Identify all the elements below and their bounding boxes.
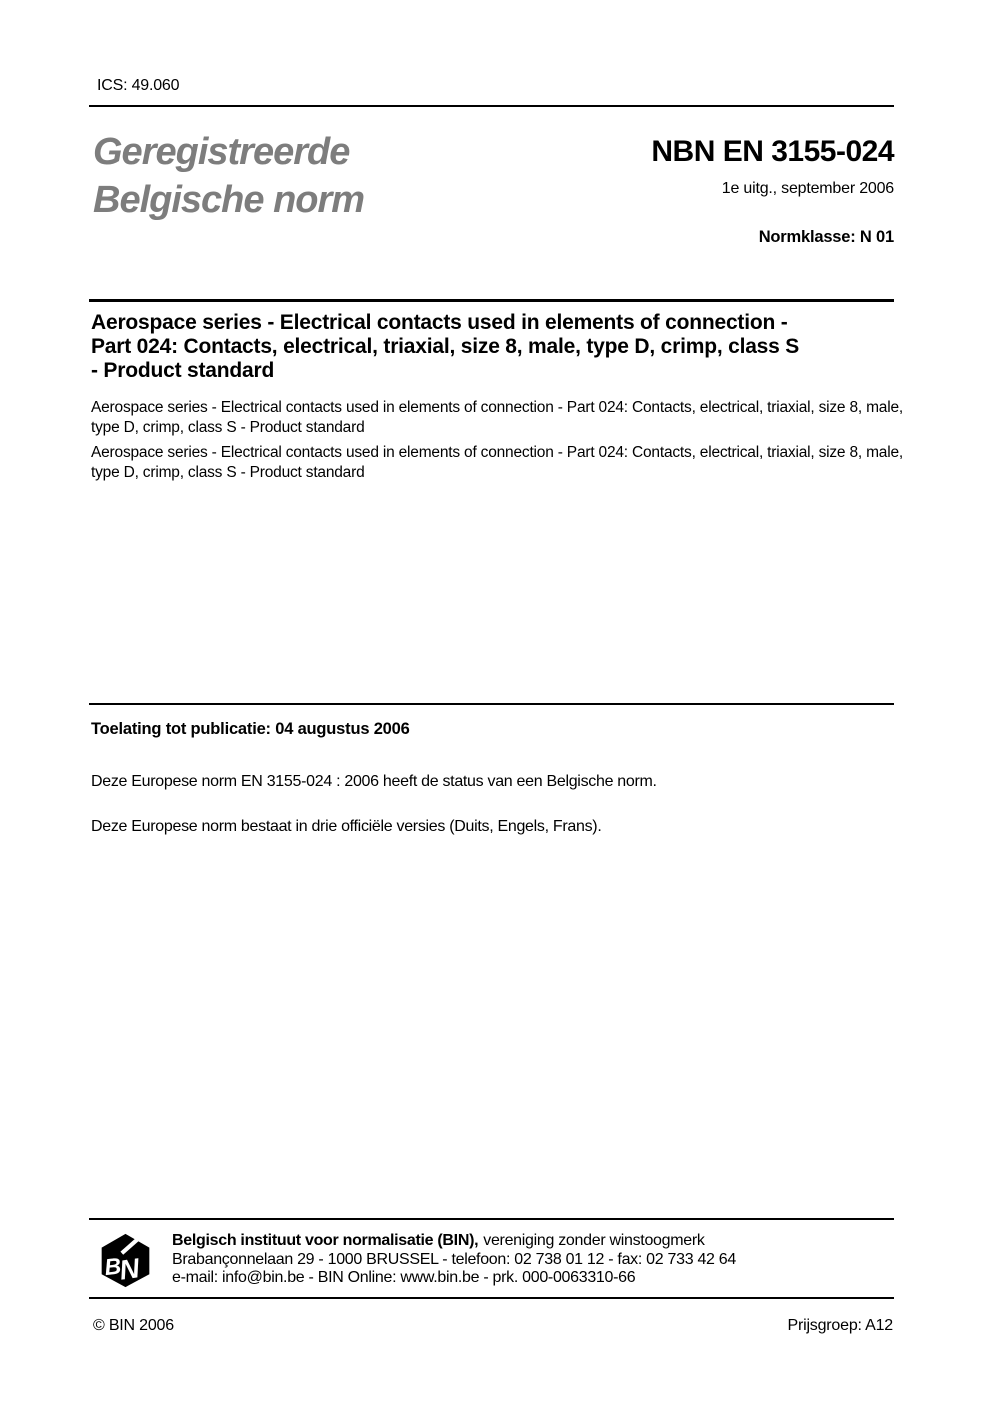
registered-norm-line1: Geregistreerde bbox=[93, 131, 350, 173]
institute-address: Brabançonnelaan 29 - 1000 BRUSSEL - telefoon: 02 738 01 12 - fax: 02 733 42 64 bbox=[172, 1250, 736, 1268]
institute-name: Belgisch instituut voor normalisatie (BIN), bbox=[172, 1232, 479, 1249]
price-group: Prijsgroep: A12 bbox=[787, 1317, 893, 1334]
copyright-notice: © BIN 2006 bbox=[93, 1317, 174, 1334]
divider-publication bbox=[89, 703, 894, 705]
bin-logo-letter-n: N bbox=[117, 1252, 142, 1286]
institute-contact: e-mail: info@bin.be - BIN Online: www.bin.be - prk. 000-0063310-66 bbox=[172, 1269, 636, 1286]
institute-name-line bbox=[172, 1232, 736, 1251]
divider-header bbox=[89, 105, 894, 107]
institute-descriptor: vereniging zonder winstoogmerk bbox=[483, 1232, 705, 1249]
standard-subtitle-1: Aerospace series - Electrical contacts used in elements of connection - Part 024: Contacts, electrical, triaxial, size 8, male, type D, crimp, class S - Product standard bbox=[91, 399, 903, 436]
bin-logo-letter-b: B bbox=[103, 1252, 123, 1281]
divider-footer-bottom bbox=[89, 1297, 894, 1299]
registered-norm-line2: Belgische norm bbox=[93, 179, 365, 221]
institute-info bbox=[172, 1232, 736, 1288]
standard-title-line1: Aerospace series - Electrical contacts used in elements of connection - bbox=[91, 311, 788, 334]
standard-number: NBN EN 3155-024 bbox=[651, 135, 894, 168]
publication-versions: Deze Europese norm bestaat in drie officiële versies (Duits, Engels, Frans). bbox=[91, 818, 602, 835]
registered-norm-heading bbox=[93, 128, 364, 224]
divider-footer-top bbox=[89, 1218, 894, 1220]
standard-title-line2: Part 024: Contacts, electrical, triaxial, size 8, male, type D, crimp, class S bbox=[91, 335, 800, 358]
edition-date: 1e uitg., september 2006 bbox=[721, 180, 894, 197]
standard-title-line3: - Product standard bbox=[91, 359, 275, 382]
bin-logo bbox=[98, 1233, 153, 1288]
publication-status: Deze Europese norm EN 3155-024 : 2006 heeft de status van een Belgische norm. bbox=[91, 773, 657, 790]
publication-approval: Toelating tot publicatie: 04 augustus 2006 bbox=[91, 720, 410, 738]
ics-code: ICS: 49.060 bbox=[97, 77, 180, 94]
divider-title bbox=[89, 299, 894, 302]
norm-class: Normklasse: N 01 bbox=[758, 228, 894, 246]
standard-subtitle-2: Aerospace series - Electrical contacts used in elements of connection - Part 024: Contacts, electrical, triaxial, size 8, male, type D, crimp, class S - Product standard bbox=[91, 444, 903, 481]
standard-title bbox=[91, 311, 799, 383]
